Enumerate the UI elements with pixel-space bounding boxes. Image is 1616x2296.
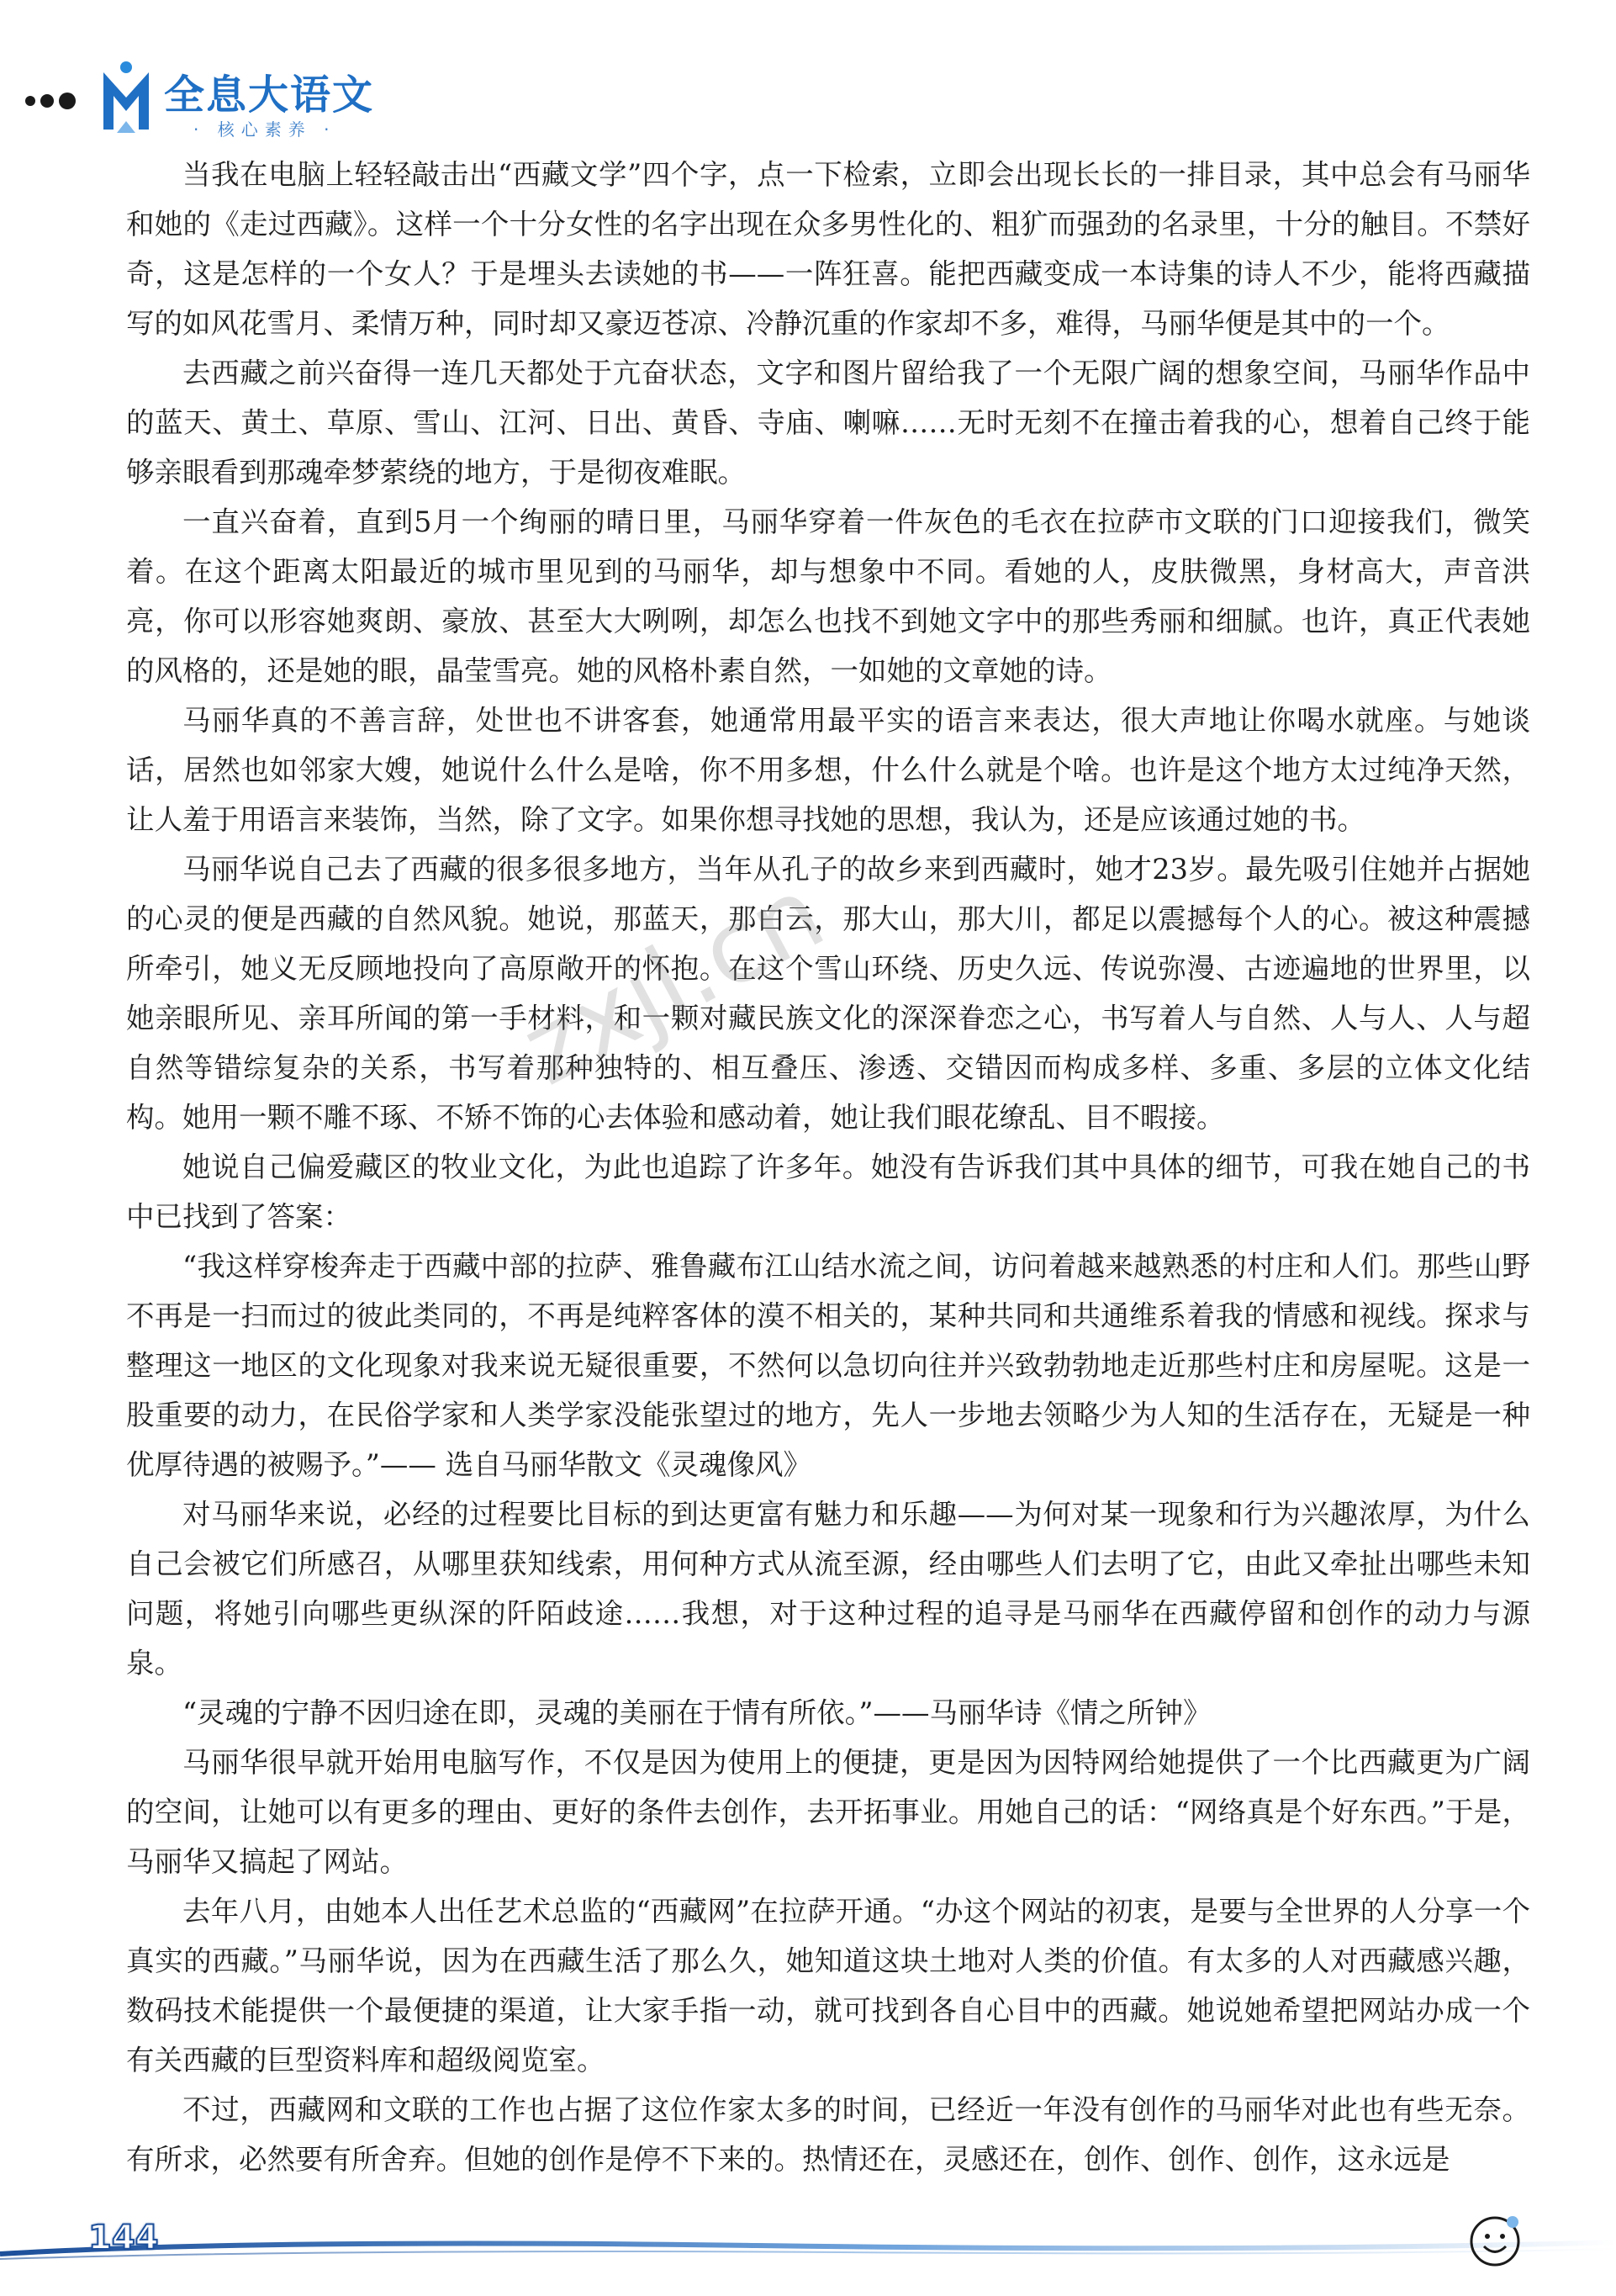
brand-logo-icon [97,61,156,136]
footer-bar [0,2230,1616,2264]
brand-title: 全息大语文 [164,71,375,119]
smiley-icon [1467,2214,1523,2269]
paragraph: 一直兴奋着，直到5月一个绚丽的晴日里，马丽华穿着一件灰色的毛衣在拉萨市文联的门口迎接我们，微笑着。在这个距离太阳最近的城市里见到的马丽华，却与想象中不同。看她的人，皮肤微黑，身材高大，声音洪亮，你可以形容她爽朗、豪放、甚至大大咧咧，却怎么也找不到她文字中的那些秀丽和细腻。也许，真正代表她的风格的，还是她的眼，晶莹雪亮。她的风格朴素自然，一如她的文章她的诗。 [126,505,1530,687]
dot-small [25,96,35,106]
paragraph: 去西藏之前兴奋得一连几天都处于亢奋状态，文字和图片留给我了一个无限广阔的想象空间，马丽华作品中的蓝天、黄土、草原、雪山、江河、日出、黄昏、寺庙、喇嘛……无时无刻不在撞击着我的心，想着自己终于能够亲眼看到那魂牵梦萦绕的地方，于是彻夜难眠。 [126,357,1530,489]
paragraph: 马丽华说自己去了西藏的很多很多地方，当年从孔子的故乡来到西藏时，她才23岁。最先吸引住她并占据她的心灵的便是西藏的自然风貌。她说，那蓝天，那白云，那大山，那大川，都足以震撼每个人的心。被这种震撼所牵引，她义无反顾地投向了高原敞开的怀抱。在这个雪山环绕、历史久远、传说弥漫、古迹遍地的世界里，以她亲眼所见、亲耳所闻的第一手材料，和一颗对藏民族文化的深深眷恋之心，书写着人与自然、人与人、人与超自然等错综复杂的关系，书写着那种独特的、相互叠压、渗透、交错因而构成多样、多重、多层的立体文化结构。她用一颗不雕不琢、不矫不饰的心去体验和感动着，她让我们眼花缭乱、目不暇接。 [126,853,1530,1134]
page-header [25,52,530,145]
paragraph: 对马丽华来说，必经的过程要比目标的到达更富有魅力和乐趣——为何对某一现象和行为兴趣浓厚，为什么自己会被它们所感召，从哪里获知线索，用何种方式从流至源，经由哪些人们去明了它，由此又牵扯出哪些未知问题，将她引向哪些更纵深的阡陌歧途……我想，对于这种过程的追寻是马丽华在西藏停留和创作的动力与源泉。 [126,1498,1530,1680]
paragraph: 当我在电脑上轻轻敲击出“西藏文学”四个字，点一下检索，立即会出现长长的一排目录，其中总会有马丽华和她的《走过西藏》。这样一个十分女性的名字出现在众多男性化的、粗犷而强劲的名录里，十分的触目。不禁好奇，这是怎样的一个女人？于是埋头去读她的书——一阵狂喜。能把西藏变成一本诗集的诗人不少，能将西藏描写的如风花雪月、柔情万种，同时却又豪迈苍凉、冷静沉重的作家却不多，难得，马丽华便是其中的一个。 [126,158,1530,340]
page-number: 144 [88,2219,159,2257]
brand-subtitle: · 核心素养 · [193,119,336,140]
decorative-dots [25,92,81,109]
dot-large [59,93,76,109]
paragraph: 不过，西藏网和文联的工作也占据了这位作家太多的时间，已经近一年没有创作的马丽华对此也有些无奈。有所求，必然要有所舍弃。但她的创作是停不下来的。热情还在，灵感还在，创作、创作、创作，这永远是 [126,2093,1530,2176]
article-body [126,150,1530,2184]
poem-quote: “灵魂的宁静不因归途在即，灵魂的美丽在于情有所依。”——马丽华诗《情之所钟》 [182,1696,1212,1729]
paragraph: 去年八月，由她本人出任艺术总监的“西藏网”在拉萨开通。“办这个网站的初衷，是要与全世界的人分享一个真实的西藏。”马丽华说，因为在西藏生活了那么久，她知道这块土地对人类的价值。有太多的人对西藏感兴趣，数码技术能提供一个最便捷的渠道，让大家手指一动，就可找到各自心目中的西藏。她说她希望把网站办成一个有关西藏的巨型资料库和超级阅览室。 [126,1895,1530,2076]
quote-paragraph: “我这样穿梭奔走于西藏中部的拉萨、雅鲁藏布江山结水流之间，访问着越来越熟悉的村庄和人们。那些山野不再是一扫而过的彼此类同的，不再是纯粹客体的漠不相关的，某种共同和共通维系着我的情感和视线。探求与整理这一地区的文化现象对我来说无疑很重要，不然何以急切向往并兴致勃勃地走近那些村庄和房屋呢。这是一股重要的动力，在民俗学家和人类学家没能张望过的地方，先人一步地去领略少为人知的生活存在，无疑是一种优厚待遇的被赐予。”—— 选自马丽华散文《灵魂像风》 [126,1250,1530,1481]
paragraph: 马丽华很早就开始用电脑写作，不仅是因为使用上的便捷，更是因为因特网给她提供了一个比西藏更为广阔的空间，让她可以有更多的理由、更好的条件去创作，去开拓事业。用她自己的话：“网络真是个好东西。”于是，马丽华又搞起了网站。 [126,1746,1530,1878]
watermark: zxjl.cn [504,854,842,1108]
paragraph: 马丽华真的不善言辞，处世也不讲客套，她通常用最平实的语言来表达，很大声地让你喝水就座。与她谈话，居然也如邻家大嫂，她说什么什么是啥，你不用多想，什么什么就是个啥。也许是这个地方太过纯净天然，让人羞于用语言来装饰，当然，除了文字。如果你想寻找她的思想，我认为，还是应该通过她的书。 [126,704,1530,836]
paragraph: 她说自己偏爱藏区的牧业文化，为此也追踪了许多年。她没有告诉我们其中具体的细节，可我在她自己的书中已找到了答案： [126,1151,1530,1233]
dot-medium [40,94,54,108]
